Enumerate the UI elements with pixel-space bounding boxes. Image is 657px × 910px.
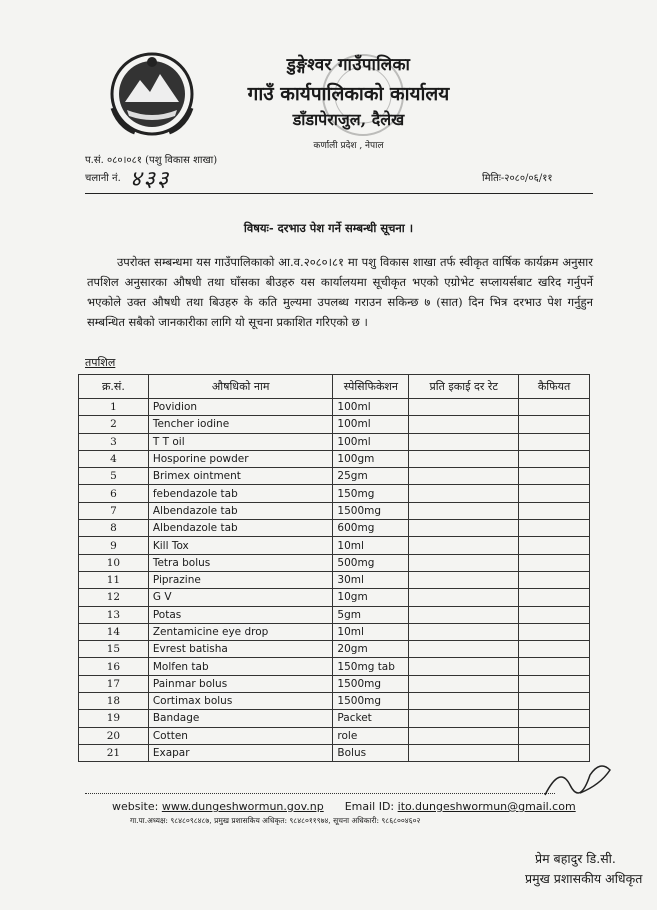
cell-remarks — [519, 485, 590, 502]
cell-sn: 12 — [79, 589, 149, 606]
cell-sn: 14 — [79, 623, 149, 640]
cell-rate — [409, 399, 519, 416]
cell-rate — [409, 433, 519, 450]
cell-specification: 100gm — [333, 450, 409, 467]
table-header-row — [79, 375, 590, 399]
cell-sn: 3 — [79, 433, 149, 450]
cell-sn: 21 — [79, 744, 149, 761]
cell-rate — [409, 520, 519, 537]
cell-remarks — [519, 727, 590, 744]
cell-medicine-name: Exapar — [148, 744, 333, 761]
footer-phone-line: गा.पा.अध्यक्ष: ९८४८०९८४८७, प्रमुख प्रशासकिय अधिकृत: ९८४८०११९७४, सूचना अधिकारी: ९८६८००४६०२ — [130, 816, 421, 825]
cell-specification: 100ml — [333, 433, 409, 450]
cell-specification: Packet — [333, 710, 409, 727]
subject-line: विषयः- दरभाउ पेश गर्ने सम्बन्धी सूचना । — [243, 221, 414, 235]
cell-sn: 19 — [79, 710, 149, 727]
cell-rate — [409, 675, 519, 692]
cell-remarks — [519, 520, 590, 537]
table-row — [79, 641, 590, 658]
cell-remarks — [519, 571, 590, 588]
cell-medicine-name: Painmar bolus — [148, 675, 333, 692]
cell-medicine-name: Piprazine — [148, 571, 333, 588]
table-row — [79, 693, 590, 710]
cell-medicine-name: Albendazole tab — [148, 502, 333, 519]
office-name: गाउँ कार्यपालिकाको कार्यालय — [247, 83, 450, 105]
col-header-sn: क्र.सं. — [79, 375, 149, 399]
office-address: डाँडापेराजुल, दैलेख — [292, 110, 405, 129]
cell-rate — [409, 658, 519, 675]
province-line: कर्णाली प्रदेश , नेपाल — [313, 141, 384, 151]
cell-rate — [409, 468, 519, 485]
cell-rate — [409, 554, 519, 571]
cell-rate — [409, 571, 519, 588]
table-row — [79, 744, 590, 761]
col-header-remarks: कैफियत — [519, 375, 590, 399]
cell-rate — [409, 623, 519, 640]
table-row — [79, 571, 590, 588]
table-row — [79, 658, 590, 675]
cell-rate — [409, 606, 519, 623]
cell-specification: role — [333, 727, 409, 744]
cell-specification: 1500mg — [333, 502, 409, 519]
footer-contact-line — [112, 800, 576, 813]
cell-remarks — [519, 450, 590, 467]
cell-remarks — [519, 693, 590, 710]
cell-specification: 1500mg — [333, 675, 409, 692]
cell-sn: 8 — [79, 520, 149, 537]
cell-medicine-name: Potas — [148, 606, 333, 623]
table-row — [79, 399, 590, 416]
cell-remarks — [519, 606, 590, 623]
reference-number: प.सं. ०८०।०८१ (पशु विकास शाखा) — [85, 155, 218, 166]
cell-sn: 10 — [79, 554, 149, 571]
cell-medicine-name: Povidion — [148, 399, 333, 416]
cell-remarks — [519, 416, 590, 433]
cell-rate — [409, 589, 519, 606]
cell-sn: 7 — [79, 502, 149, 519]
cell-specification: 150mg tab — [333, 658, 409, 675]
cell-specification: 10ml — [333, 537, 409, 554]
issue-date: मितिः-२०८०/०६/११ — [482, 173, 553, 184]
cell-remarks — [519, 623, 590, 640]
cell-sn: 20 — [79, 727, 149, 744]
cell-remarks — [519, 658, 590, 675]
cell-remarks — [519, 554, 590, 571]
cell-rate — [409, 641, 519, 658]
cell-remarks — [519, 502, 590, 519]
cell-specification: 20gm — [333, 641, 409, 658]
header-divider — [85, 193, 593, 194]
cell-medicine-name: Zentamicine eye drop — [148, 623, 333, 640]
cell-sn: 5 — [79, 468, 149, 485]
col-header-name: औषधिको नाम — [148, 375, 333, 399]
cell-rate — [409, 727, 519, 744]
cell-sn: 15 — [79, 641, 149, 658]
municipality-name: डुङ्गेश्वर गाउँपालिका — [286, 55, 411, 75]
cell-remarks — [519, 399, 590, 416]
cell-medicine-name: Kill Tox — [148, 537, 333, 554]
cell-specification: 600mg — [333, 520, 409, 537]
cell-remarks — [519, 537, 590, 554]
cell-rate — [409, 450, 519, 467]
cell-specification: 5gm — [333, 606, 409, 623]
table-row — [79, 520, 590, 537]
cell-medicine-name: Cotten — [148, 727, 333, 744]
cell-specification: 500mg — [333, 554, 409, 571]
table-row — [79, 675, 590, 692]
cell-remarks — [519, 433, 590, 450]
website-label: website: — [112, 800, 159, 813]
medicine-table — [78, 374, 590, 762]
table-row — [79, 623, 590, 640]
table-row — [79, 468, 590, 485]
footer-divider — [85, 793, 555, 794]
table-row — [79, 485, 590, 502]
table-row — [79, 502, 590, 519]
cell-rate — [409, 744, 519, 761]
table-row — [79, 727, 590, 744]
cell-medicine-name: Evrest batisha — [148, 641, 333, 658]
cell-specification: 100ml — [333, 399, 409, 416]
table-row — [79, 554, 590, 571]
table-row — [79, 450, 590, 467]
cell-specification: 150mg — [333, 485, 409, 502]
cell-sn: 18 — [79, 693, 149, 710]
email-link[interactable]: ito.dungeshwormun@gmail.com — [397, 800, 576, 813]
cell-specification: 30ml — [333, 571, 409, 588]
cell-remarks — [519, 710, 590, 727]
cell-specification: 10gm — [333, 589, 409, 606]
cell-medicine-name: Molfen tab — [148, 658, 333, 675]
cell-sn: 2 — [79, 416, 149, 433]
cell-specification: 1500mg — [333, 693, 409, 710]
cell-remarks — [519, 675, 590, 692]
cell-medicine-name: Tencher iodine — [148, 416, 333, 433]
cell-rate — [409, 693, 519, 710]
signature-icon — [540, 755, 620, 805]
cell-sn: 1 — [79, 399, 149, 416]
cell-medicine-name: Bandage — [148, 710, 333, 727]
cell-medicine-name: Albendazole tab — [148, 520, 333, 537]
cell-remarks — [519, 589, 590, 606]
cell-specification: 10ml — [333, 623, 409, 640]
cell-medicine-name: Tetra bolus — [148, 554, 333, 571]
signatory-title: प्रमुख प्रशासकीय अधिकृत — [525, 871, 643, 886]
cell-sn: 9 — [79, 537, 149, 554]
cell-medicine-name: T T oil — [148, 433, 333, 450]
cell-medicine-name: Hosporine powder — [148, 450, 333, 467]
cell-rate — [409, 710, 519, 727]
table-caption: तपशिल — [85, 356, 116, 369]
cell-rate — [409, 485, 519, 502]
cell-sn: 16 — [79, 658, 149, 675]
chalani-number: ४३३ — [130, 167, 171, 192]
col-header-spec: स्पेसिफिकेशन — [333, 375, 409, 399]
cell-medicine-name: Brimex ointment — [148, 468, 333, 485]
col-header-rate: प्रति इकाई दर रेट — [409, 375, 519, 399]
table-row — [79, 606, 590, 623]
cell-remarks — [519, 641, 590, 658]
cell-sn: 13 — [79, 606, 149, 623]
cell-sn: 11 — [79, 571, 149, 588]
cell-medicine-name: Cortimax bolus — [148, 693, 333, 710]
cell-sn: 4 — [79, 450, 149, 467]
cell-rate — [409, 537, 519, 554]
table-row — [79, 433, 590, 450]
cell-medicine-name: G V — [148, 589, 333, 606]
table-row — [79, 537, 590, 554]
cell-specification: Bolus — [333, 744, 409, 761]
cell-medicine-name: febendazole tab — [148, 485, 333, 502]
table-row — [79, 710, 590, 727]
cell-remarks — [519, 468, 590, 485]
website-link[interactable]: www.dungeshwormun.gov.np — [161, 800, 324, 813]
table-row — [79, 589, 590, 606]
cell-sn: 17 — [79, 675, 149, 692]
notice-body: उपरोक्त सम्बन्धमा यस गाउँपालिकाको आ.व.२०८०।८१ मा पशु विकास शाखा तर्फ स्वीकृत वार्षिक कार्यक्रम अनुसार तपशिल अनुसारका औषधी तथा घाँसका बीउहरु यस कार्यालयमा सूचीकृत भएको एग्रोभेट सप्लायर्सबाट खरिद गर्नुपर्ने भएकोले उक्त औषधी तथा बिउहरु के कति मुल्यमा उपलब्ध गराउन सकिन्छ ७ (सात) दिन भित्र दरभाउ पेश गर्नुहुन सम्बन्धित सबैको जानकारीका लागि यो सूचना प्रकाशित गरिएको छ । — [87, 255, 593, 329]
table-row — [79, 416, 590, 433]
email-label: Email ID: — [344, 800, 395, 813]
signatory-name: प्रेम बहादुर डि.सी. — [535, 851, 616, 866]
cell-rate — [409, 416, 519, 433]
cell-specification: 25gm — [333, 468, 409, 485]
chalani-label: चलानी नं. — [85, 173, 121, 184]
cell-rate — [409, 502, 519, 519]
cell-sn: 6 — [79, 485, 149, 502]
cell-specification: 100ml — [333, 416, 409, 433]
